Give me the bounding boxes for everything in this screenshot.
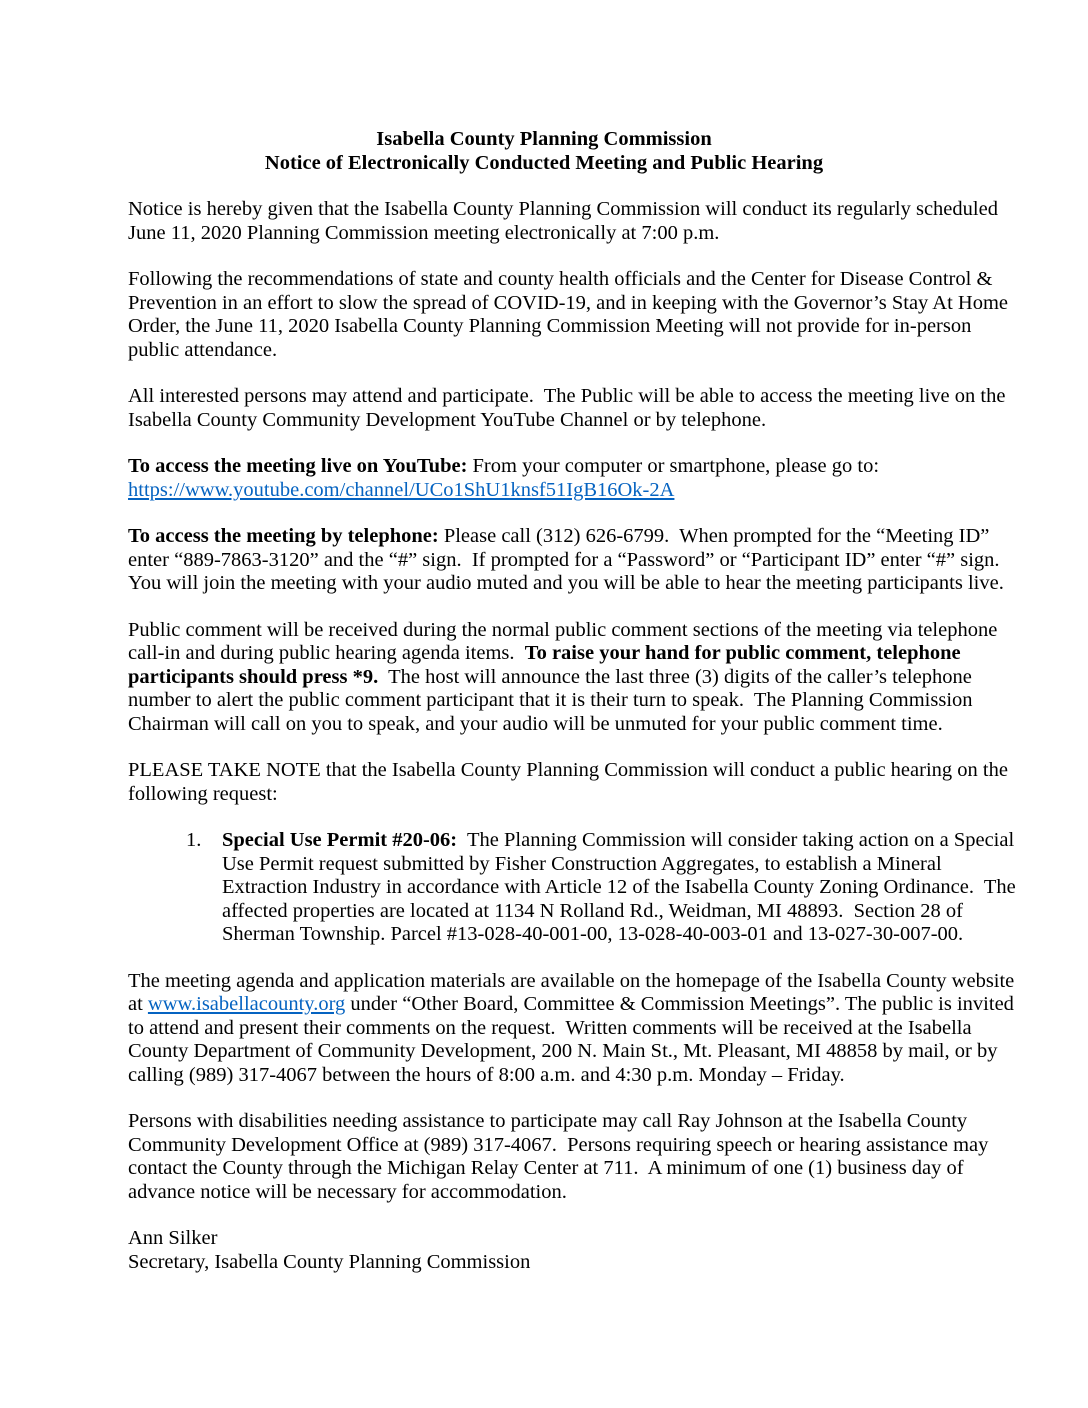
document-body — [128, 198, 1021, 1274]
raise-hand-instruction: To raise your hand for public comment, telephone participants should press *9. — [128, 642, 966, 688]
public-comment-lead: Public comment will be received during the normal public comment sections of the meeting via telephone call-in and during public hearing agenda items. — [128, 618, 1003, 664]
telephone-access-text: Please call (312) 626-6799. When prompted for the “Meeting ID” enter “889-7863-3120” and the “#” sign. If prompted for a “Password” or “Participant ID” enter “#” sign. You will join the meeting with your audio muted and you will be able to hear the meeting participants live. — [128, 525, 1010, 594]
hearing-item-number: 1. — [186, 829, 202, 851]
county-website-link[interactable]: www.isabellacounty.org — [147, 993, 346, 1015]
document-title — [0, 0, 1088, 175]
signature-block — [128, 1227, 1018, 1274]
paragraph-take-note: PLEASE TAKE NOTE that the Isabella County Planning Commission will conduct a public hearing on the following request: — [128, 759, 1014, 805]
special-use-permit-text: The Planning Commission will consider taking action on a Special Use Permit request submitted by Fisher Construction Aggregates, to establish a Mineral Extraction Industry in accordance with Article 12 of the Isabella County Zoning Ordinance. The affected properties are located at 1134 N Rolland Rd., Weidman, MI 48893. Section 28 of Sherman Township. Parcel #13-028-40-001-00, 13-028-40-003-01 and 13-027-30-007-00. — [222, 829, 1021, 945]
paragraph-agenda-availability — [128, 970, 1018, 1088]
paragraph-disabilities-assistance: Persons with disabilities needing assistance to participate may call Ray Johnson at the Isabella County Community Development Office at (989) 317-4067. Persons requiring speech or hearing assistance may contact the County through the Michigan Relay Center at 711. A minimum of one (1) business day of advance notice will be necessary for accommodation. — [128, 1110, 994, 1203]
hearing-request-item — [128, 829, 1021, 947]
public-comment-rest: The host will announce the last three (3) digits of the caller’s telephone number to alert the public comment participant that it is their turn to speak. The Planning Commission Chairman will call on you to speak, and your audio will be unmuted for your public comment time. — [128, 665, 978, 735]
paragraph-telephone-access — [128, 525, 1018, 596]
paragraph-public-comment — [128, 619, 1018, 737]
youtube-access-text: From your computer or smartphone, please go to: — [467, 455, 880, 477]
signature-title: Secretary, Isabella County Planning Commission — [128, 1250, 531, 1273]
telephone-access-label: To access the meeting by telephone: — [128, 525, 439, 547]
youtube-access-label: To access the meeting live on YouTube: — [128, 455, 468, 477]
youtube-channel-link[interactable]: https://www.youtube.com/channel/UCo1ShU1knsf51IgB16Ok-2A — [128, 478, 675, 501]
special-use-permit-label: Special Use Permit #20-06: — [222, 829, 458, 851]
paragraph-all-interested: All interested persons may attend and participate. The Public will be able to access the meeting live on the Isabella County Community Development YouTube Channel or by telephone. — [128, 385, 1011, 431]
agenda-rest-text: under “Other Board, Committee & Commission Meetings”. The public is invited to attend and present their comments on the request. Written comments will be received at the Isabella County Department of Community Development, 200 N. Main St., Mt. Pleasant, MI 48858 by mail, or by calling (989) 317-4067 between the hours of 8:00 a.m. and 4:30 p.m. Monday – Friday. — [128, 993, 1020, 1086]
hearing-item-text — [222, 829, 1021, 947]
paragraph-youtube-access — [128, 455, 1018, 502]
signature-name: Ann Silker — [128, 1227, 218, 1249]
agenda-lead-text: The meeting agenda and application materials are available on the homepage of the Isabella County website at — [128, 969, 1020, 1015]
title-line-1: Isabella County Planning Commission — [376, 128, 712, 150]
paragraph-covid-recommendations: Following the recommendations of state and county health officials and the Center for Disease Control & Prevention in an effort to slow the spread of COVID-19, and in keeping with the Governor’s Stay At Home Order, the June 11, 2020 Isabella County Planning Commission Meeting will not provide for in-person public attendance. — [128, 268, 1014, 361]
title-line-2: Notice of Electronically Conducted Meeting and Public Hearing — [264, 151, 824, 174]
paragraph-notice-given: Notice is hereby given that the Isabella County Planning Commission will conduct its regularly scheduled June 11, 2020 Planning Commission meeting electronically at 7:00 p.m. — [128, 198, 1004, 244]
